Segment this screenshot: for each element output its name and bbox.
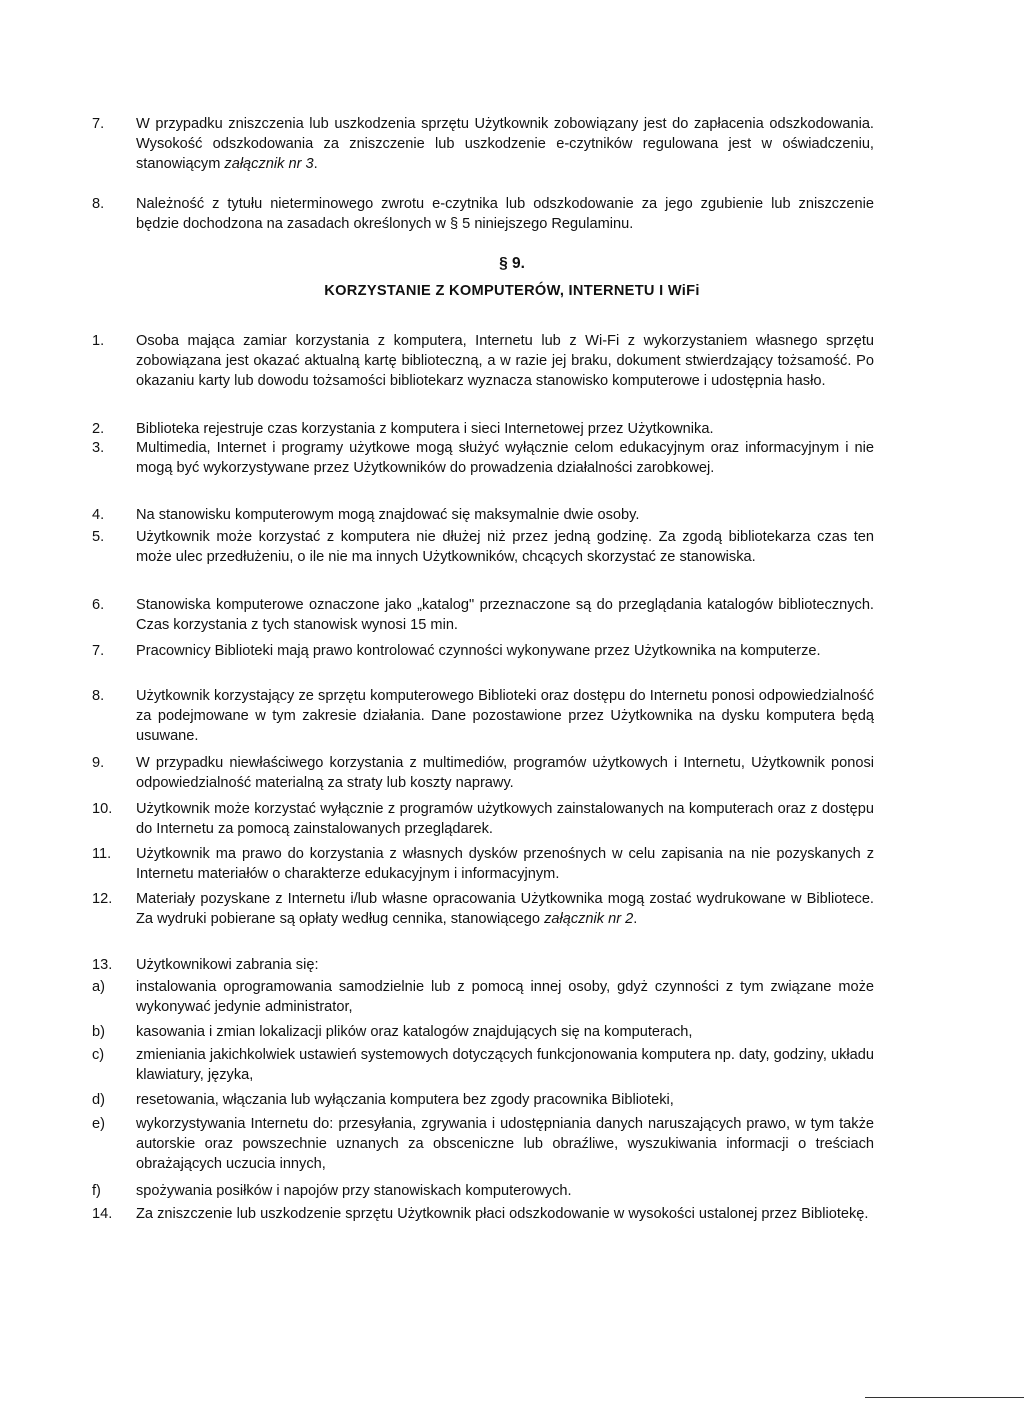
item-text: Na stanowisku komputerowym mogą znajdować się maksymalnie dwie osoby. xyxy=(136,507,640,523)
list-item xyxy=(92,799,874,839)
item-text: Multimedia, Internet i programy użytkowe mogą służyć wyłącznie celom edukacyjnym oraz informacyjnym i nie mogą być wykorzystywane przez Użytkowników do prowadzenia działalności zarobkowej. xyxy=(136,440,874,477)
attachment-reference: załącznik nr 2 xyxy=(544,911,634,928)
item-number: 4. xyxy=(92,507,105,523)
section-number: § 9. xyxy=(499,255,525,272)
item-number: 11. xyxy=(92,846,112,862)
item-number: 3. xyxy=(92,440,105,456)
item-number: 1. xyxy=(92,333,105,349)
attachment-reference: załącznik nr 3 xyxy=(224,156,314,173)
item-number: 7. xyxy=(92,643,105,659)
item-number: 12. xyxy=(92,891,113,907)
list-item xyxy=(92,1090,874,1110)
list-item xyxy=(92,1114,874,1175)
item-number: c) xyxy=(92,1047,105,1063)
top-items-list xyxy=(92,114,874,234)
list-item xyxy=(92,194,874,234)
item-number: 8. xyxy=(92,688,105,704)
item-number: 6. xyxy=(92,597,105,613)
item-text: Użytkownik korzystający ze sprzętu komputerowego Biblioteki oraz dostępu do Internetu ponosi odpowiedzialność za podejmowane w tym zakresie działania. Dane pozostawione przez Użytkownika na dysku komputera będą usuwane. xyxy=(136,688,874,745)
list-item xyxy=(92,1204,874,1224)
item-text: kasowania i zmian lokalizacji plików oraz katalogów znajdujących się na komputerach, xyxy=(136,1024,693,1040)
list-item xyxy=(92,1022,874,1042)
item-text: Biblioteka rejestruje czas korzystania z komputera i sieci Internetowej przez Użytkownika. xyxy=(136,421,714,437)
list-item xyxy=(92,1045,874,1085)
item-number: a) xyxy=(92,979,105,995)
item-number: 8. xyxy=(92,196,105,212)
list-item xyxy=(92,114,874,194)
item-text: Użytkownik może korzystać z komputera nie dłużej niż przez jedną godzinę. Za zgodą bibliotekarza czas ten może ulec przedłużeniu, o ile nie ma innych Użytkowników, chcących skorzystać ze stanowiska. xyxy=(136,529,874,566)
list-item xyxy=(92,844,874,884)
list-item xyxy=(92,977,874,1017)
list-item xyxy=(92,955,874,975)
item-text: Użytkownik ma prawo do korzystania z własnych dysków przenośnych w celu zapisania na nie pozyskanych z Internetu materiałów o charakterze edukacyjnym i informacyjnym. xyxy=(136,846,874,883)
list-item xyxy=(92,1181,874,1201)
list-item xyxy=(92,889,874,929)
list-item xyxy=(92,527,874,567)
item-text: Stanowiska komputerowe oznaczone jako „katalog" przeznaczone są do przeglądania katalogów bibliotecznych. Czas korzystania z tych stanowisk wynosi 15 min. xyxy=(136,597,874,634)
footer-rule xyxy=(865,1397,1024,1398)
item-text: spożywania posiłków i napojów przy stanowiskach komputerowych. xyxy=(136,1183,572,1199)
item-text: wykorzystywania Internetu do: przesyłania, zgrywania i udostępniania danych naruszających prawo, w tym także autorskie oraz powszechnie uznanych za obsceniczne lub obraźliwe, wyszukiwania informacji o treściach obrażających uczucia innych, xyxy=(136,1116,874,1173)
item-text: Pracownicy Biblioteki mają prawo kontrolować czynności wykonywane przez Użytkownika na komputerze. xyxy=(136,643,821,659)
item-number: f) xyxy=(92,1183,101,1199)
item-text: resetowania, włączania lub wyłączania komputera bez zgody pracownika Biblioteki, xyxy=(136,1092,674,1108)
item-number: 2. xyxy=(92,421,105,437)
list-item xyxy=(92,438,874,478)
item-text: zmieniania jakichkolwiek ustawień systemowych dotyczących funkcjonowania komputera np. daty, godziny, układu klawiatury, języka, xyxy=(136,1047,874,1084)
list-item xyxy=(92,505,874,525)
item-text: Użytkownikowi zabrania się: xyxy=(136,957,319,973)
list-item xyxy=(92,595,874,635)
list-item xyxy=(92,753,874,793)
item-text: Należność z tytułu nieterminowego zwrotu e-czytnika lub odszkodowanie za jego zgubienie lub zniszczenie będzie dochodzona na zasadach określonych w § 5 niniejszego Regulaminu. xyxy=(136,196,874,233)
item-number: 7. xyxy=(92,116,105,132)
item-text: Osoba mająca zamiar korzystania z komputera, Internetu lub z Wi-Fi z wykorzystaniem własnego sprzętu zobowiązana jest okazać aktualną kartę biblioteczną, a w razie jej braku, dokument stwierdzający tożsamość. Po okazaniu karty lub dowodu tożsamości bibliotekarz wyznacza stanowisko komputerowe i udostępnia hasło. xyxy=(136,333,874,390)
item-number: e) xyxy=(92,1116,105,1132)
item-number: 10. xyxy=(92,801,113,817)
item-number: 14. xyxy=(92,1206,113,1222)
item-text: W przypadku zniszczenia lub uszkodzenia sprzętu Użytkownik zobowiązany jest do zapłacenia odszkodowania. Wysokość odszkodowania za zniszczenie lub uszkodzenie e-czytników regulowana jest w oświadczeniu, stanowiącym załącznik nr 3. xyxy=(136,116,874,173)
section-title: KORZYSTANIE Z KOMPUTERÓW, INTERNETU I WiFi xyxy=(324,283,700,299)
item-text: Użytkownik może korzystać wyłącznie z programów użytkowych zainstalowanych na komputerach oraz z dostępu do Internetu za pomocą zainstalowanych przeglądarek. xyxy=(136,801,874,838)
item-text: Za zniszczenie lub uszkodzenie sprzętu Użytkownik płaci odszkodowanie w wysokości ustalonej przez Bibliotekę. xyxy=(136,1206,869,1222)
item-number: 13. xyxy=(92,957,113,973)
list-item xyxy=(92,686,874,747)
list-item xyxy=(92,641,874,661)
item-number: 5. xyxy=(92,529,105,545)
item-text: instalowania oprogramowania samodzielnie lub z pomocą innej osoby, gdyż czynności z tym związane może wykonywać jedynie administrator, xyxy=(136,979,874,1016)
item-number: b) xyxy=(92,1024,105,1040)
item-text: W przypadku niewłaściwego korzystania z multimediów, programów użytkowych i Internetu, Użytkownik ponosi odpowiedzialność materialną za straty lub koszty naprawy. xyxy=(136,755,874,792)
list-item xyxy=(92,419,874,439)
item-number: d) xyxy=(92,1092,105,1108)
list-item xyxy=(92,331,874,392)
item-text: Materiały pozyskane z Internetu i/lub własne opracowania Użytkownika mogą zostać wydrukowane w Bibliotece. Za wydruki pobierane są opłaty według cennika, stanowiącego załącznik nr 2. xyxy=(136,891,874,928)
item-number: 9. xyxy=(92,755,105,771)
